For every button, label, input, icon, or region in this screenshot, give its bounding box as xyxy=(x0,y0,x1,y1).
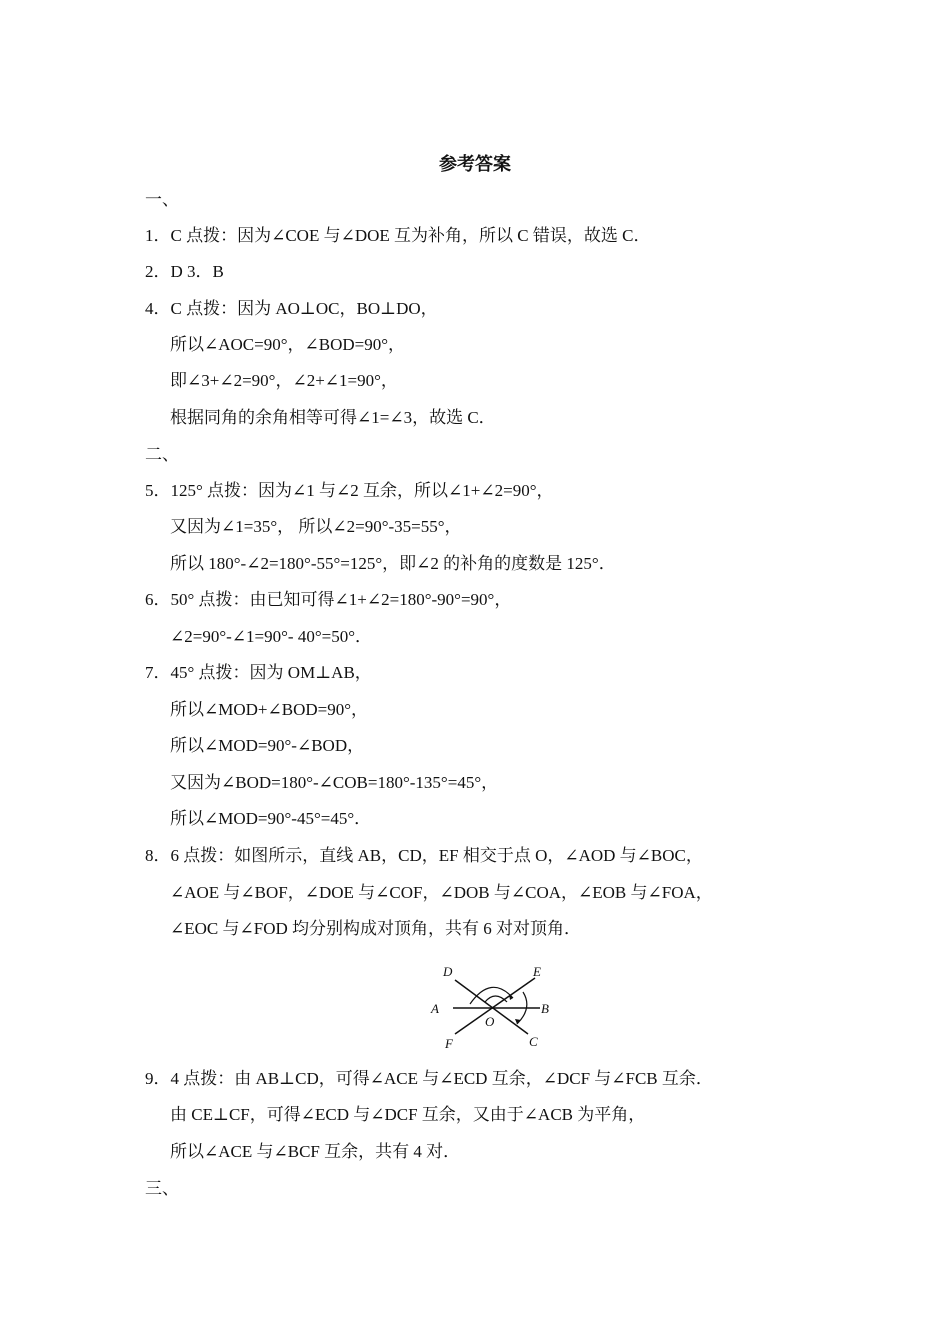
answer-line: 所以∠MOD=90°-∠BOD， xyxy=(170,736,365,755)
label-d: D xyxy=(443,964,453,979)
answer-line: 9．4 点拨：由 AB⊥CD，可得∠ACE 与∠ECD 互余，∠DCF 与∠FCB 互余． xyxy=(145,1069,713,1088)
angle-arc xyxy=(485,996,507,1002)
section-3-heading: 三、 xyxy=(145,1179,179,1198)
answer-line: 8．6 点拨：如图所示，直线 AB，CD，EF 相交于点 O，∠AOD 与∠BOC， xyxy=(145,846,703,865)
answer-line: 1．C 点拨：因为∠COE 与∠DOE 互为补角，所以 C 错误，故选 C． xyxy=(145,226,651,245)
answer-line: 7．45° 点拨：因为 OM⊥AB， xyxy=(145,663,372,682)
section-2-heading: 二、 xyxy=(145,445,179,464)
answer-line: 所以 180°-∠2=180°-55°=125°，即∠2 的补角的度数是 125°． xyxy=(170,554,616,573)
answer-line: 5．125° 点拨：因为∠1 与∠2 互余，所以∠1+∠2=90°， xyxy=(145,481,554,500)
answer-line: ∠2=90°-∠1=90°- 40°=50°． xyxy=(170,627,373,646)
label-a: A xyxy=(431,1001,439,1016)
answer-line: 由 CE⊥CF，可得∠ECD 与∠DCF 互余，又由于∠ACB 为平角， xyxy=(170,1105,646,1124)
answer-line: 根据同角的余角相等可得∠1=∠3，故选 C． xyxy=(170,408,496,427)
answer-line: 所以∠AOC=90°，∠BOD=90°， xyxy=(170,335,406,354)
answer-line: 即∠3+∠2=90°，∠2+∠1=90°， xyxy=(170,371,398,390)
line-ef xyxy=(455,978,535,1034)
page-title: 参考答案 xyxy=(439,154,511,175)
answer-line: 又因为∠BOD=180°-∠COB=180°-135°=45°， xyxy=(170,773,499,792)
answer-line: 6．50° 点拨：由已知可得∠1+∠2=180°-90°=90°， xyxy=(145,590,512,609)
answer-line: 所以∠MOD+∠BOD=90°， xyxy=(170,700,369,719)
answer-line: 又因为∠1=35°， 所以∠2=90°-35=55°， xyxy=(170,517,462,536)
answer-line: 所以∠MOD=90°-45°=45°． xyxy=(170,809,372,828)
answer-line: 所以∠ACE 与∠BCF 互余，共有 4 对． xyxy=(170,1142,461,1161)
label-o: O xyxy=(485,1014,495,1029)
label-f: F xyxy=(445,1036,453,1051)
label-c: C xyxy=(529,1034,538,1049)
intersecting-lines-figure xyxy=(425,962,565,1052)
answer-line: 4．C 点拨：因为 AO⊥OC，BO⊥DO， xyxy=(145,299,438,318)
section-1-heading: 一、 xyxy=(145,190,179,209)
answer-line: ∠EOC 与∠FOD 均分别构成对顶角，共有 6 对对顶角． xyxy=(170,919,581,938)
answer-line: ∠AOE 与∠BOF，∠DOE 与∠COF，∠DOB 与∠COA，∠EOB 与∠FOA， xyxy=(170,883,713,902)
label-b: B xyxy=(541,1001,549,1016)
label-e: E xyxy=(533,964,541,979)
answer-line: 2．D 3．B xyxy=(145,262,224,281)
